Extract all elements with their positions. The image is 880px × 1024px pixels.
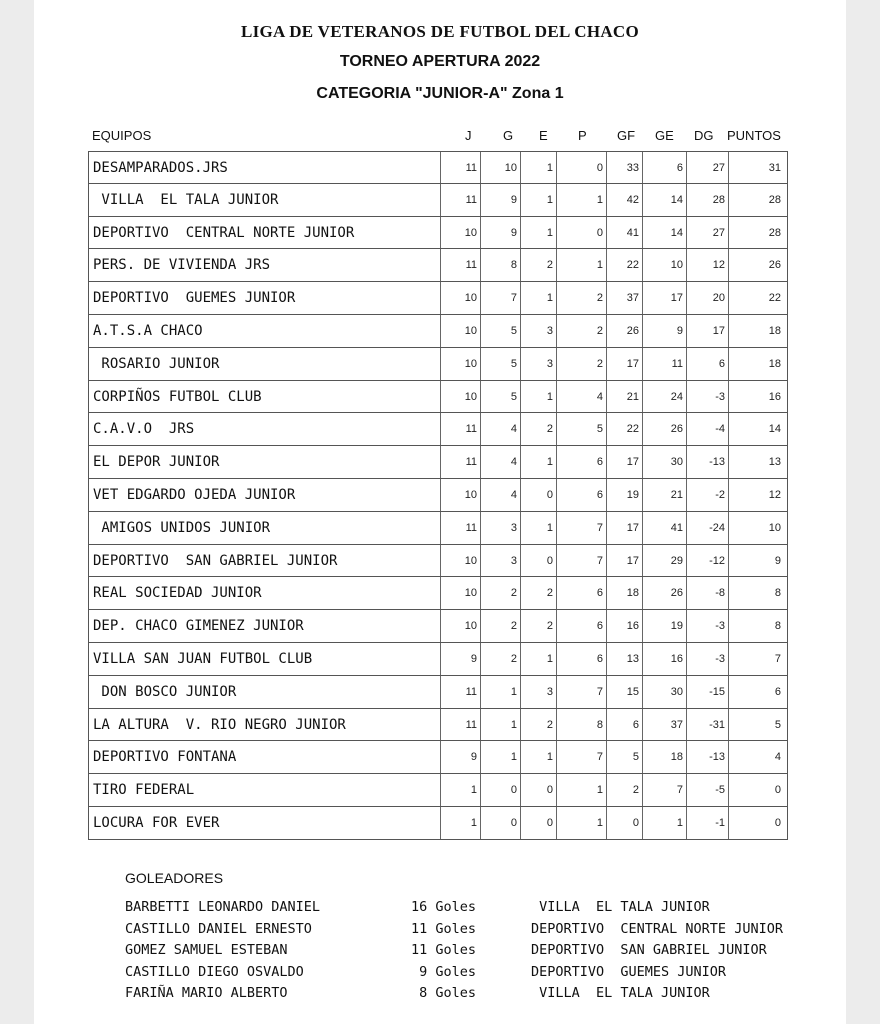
cell-gf: 17	[607, 512, 643, 544]
cell-dg: -4	[687, 413, 729, 445]
cell-ge: 30	[643, 676, 687, 708]
cell-pts: 14	[768, 423, 781, 436]
team-name: DEPORTIVO CENTRAL NORTE JUNIOR	[93, 224, 355, 241]
cell-ge: 30	[643, 446, 687, 478]
team-name: VILLA EL TALA JUNIOR	[93, 191, 279, 208]
cell-j: 11	[441, 512, 481, 544]
scorer-team: VILLA EL TALA JUNIOR	[531, 899, 710, 915]
cell-e: 2	[521, 577, 557, 609]
cell-gf: 33	[607, 152, 643, 183]
cell-g: 4	[481, 413, 521, 445]
cell-gf: 2	[607, 774, 643, 806]
cell-pts: 22	[768, 292, 781, 305]
scorer-goals: 9 Goles	[419, 963, 476, 980]
table-row	[88, 413, 788, 446]
cell-dg: 12	[687, 249, 729, 281]
team-name: VET EDGARDO OJEDA JUNIOR	[93, 486, 296, 503]
cell-j: 11	[441, 249, 481, 281]
team-name: LOCURA FOR EVER	[93, 814, 220, 831]
cell-gf: 17	[607, 446, 643, 478]
cell-ge: 14	[643, 217, 687, 249]
table-row	[88, 151, 788, 184]
cell-e: 1	[521, 152, 557, 183]
cell-pts: 5	[774, 718, 781, 731]
cell-pts: 12	[768, 488, 781, 501]
cell-p: 1	[557, 184, 607, 216]
cell-g: 1	[481, 676, 521, 708]
cell-g: 0	[481, 774, 521, 806]
cell-dg: -1	[687, 807, 729, 839]
table-row	[88, 249, 788, 282]
cell-j: 10	[441, 479, 481, 511]
cell-e: 1	[521, 446, 557, 478]
header-team: EQUIPOS	[92, 128, 152, 143]
cell-pts: 0	[774, 816, 781, 829]
scorer-goals: 11 Goles	[410, 942, 476, 958]
cell-pts: 18	[768, 324, 781, 337]
cell-ge: 19	[643, 610, 687, 642]
cell-e: 2	[521, 413, 557, 445]
cell-e: 0	[521, 479, 557, 511]
cell-e: 0	[521, 774, 557, 806]
scorer-team: DEPORTIVO SAN GABRIEL JUNIOR	[531, 942, 767, 958]
cell-j: 11	[441, 413, 481, 445]
cell-ge: 18	[643, 741, 687, 773]
scorer-row	[125, 985, 845, 1006]
scorer-name: FARIÑA MARIO ALBERTO	[125, 985, 288, 1001]
cell-e: 2	[521, 249, 557, 281]
cell-dg: -3	[687, 381, 729, 413]
cell-j: 10	[441, 315, 481, 347]
cell-p: 1	[557, 774, 607, 806]
cell-dg: -24	[687, 512, 729, 544]
scorer-name: CASTILLO DANIEL ERNESTO	[125, 920, 312, 937]
cell-j: 11	[441, 709, 481, 741]
cell-g: 3	[481, 545, 521, 577]
cell-j: 10	[441, 577, 481, 609]
cell-dg: -13	[687, 446, 729, 478]
cell-g: 2	[481, 643, 521, 675]
team-name: DON BOSCO JUNIOR	[93, 683, 237, 700]
team-name: PERS. DE VIVIENDA JRS	[93, 257, 271, 274]
cell-p: 7	[557, 741, 607, 773]
cell-p: 5	[557, 413, 607, 445]
cell-g: 2	[481, 610, 521, 642]
team-name: DESAMPARADOS.JRS	[93, 160, 228, 176]
team-name: TIRO FEDERAL	[93, 782, 195, 799]
scorer-team: DEPORTIVO GUEMES JUNIOR	[531, 963, 727, 980]
cell-dg: -31	[687, 709, 729, 741]
cell-g: 0	[481, 807, 521, 839]
table-row	[88, 348, 788, 381]
cell-p: 4	[557, 381, 607, 413]
cell-gf: 22	[607, 249, 643, 281]
cell-g: 9	[481, 184, 521, 216]
cell-ge: 10	[643, 249, 687, 281]
cell-dg: -2	[687, 479, 729, 511]
cell-j: 1	[441, 774, 481, 806]
scorers-title: GOLEADORES	[125, 870, 224, 886]
scorer-row	[125, 964, 845, 985]
cell-gf: 0	[607, 807, 643, 839]
cell-e: 1	[521, 643, 557, 675]
cell-p: 7	[557, 676, 607, 708]
cell-p: 6	[557, 577, 607, 609]
cell-e: 1	[521, 512, 557, 544]
cell-j: 9	[441, 741, 481, 773]
cell-p: 6	[557, 479, 607, 511]
cell-j: 1	[441, 807, 481, 839]
scorer-name: CASTILLO DIEGO OSVALDO	[125, 963, 304, 980]
cell-gf: 5	[607, 741, 643, 773]
cell-g: 1	[481, 741, 521, 773]
header-g: G	[503, 128, 514, 143]
cell-g: 10	[481, 152, 521, 183]
cell-e: 2	[521, 610, 557, 642]
cell-g: 8	[481, 249, 521, 281]
cell-g: 5	[481, 348, 521, 380]
scorer-row	[125, 921, 845, 942]
cell-p: 1	[557, 807, 607, 839]
cell-p: 6	[557, 610, 607, 642]
header-gf: GF	[617, 128, 636, 143]
cell-j: 10	[441, 545, 481, 577]
cell-e: 1	[521, 184, 557, 216]
cell-pts: 6	[774, 685, 781, 698]
cell-g: 3	[481, 512, 521, 544]
table-row	[88, 315, 788, 348]
standings-table	[88, 151, 788, 840]
cell-dg: 17	[687, 315, 729, 347]
cell-p: 2	[557, 282, 607, 314]
league-title: LIGA DE VETERANOS DE FUTBOL DEL CHACO	[240, 22, 640, 41]
cell-e: 0	[521, 807, 557, 839]
cell-dg: -15	[687, 676, 729, 708]
header-j: J	[465, 128, 472, 143]
cell-pts: 0	[774, 784, 781, 797]
table-row	[88, 807, 788, 840]
team-name: VILLA SAN JUAN FUTBOL CLUB	[93, 650, 313, 667]
cell-ge: 37	[643, 709, 687, 741]
scorer-name: GOMEZ SAMUEL ESTEBAN	[125, 942, 288, 958]
cell-e: 1	[521, 217, 557, 249]
header-pts: PUNTOS	[727, 128, 781, 143]
cell-pts: 13	[768, 456, 781, 469]
cell-ge: 11	[643, 348, 687, 380]
cell-gf: 42	[607, 184, 643, 216]
scorer-goals: 16 Goles	[410, 899, 476, 915]
header-p: P	[578, 128, 587, 143]
cell-j: 10	[441, 217, 481, 249]
cell-p: 7	[557, 545, 607, 577]
cell-pts: 7	[774, 652, 781, 665]
team-name: DEPORTIVO SAN GABRIEL JUNIOR	[93, 552, 338, 569]
cell-ge: 24	[643, 381, 687, 413]
cell-dg: 6	[687, 348, 729, 380]
cell-g: 5	[481, 315, 521, 347]
team-name: DEPORTIVO FONTANA	[93, 749, 237, 766]
scorer-team: VILLA EL TALA JUNIOR	[531, 985, 710, 1001]
table-row	[88, 545, 788, 578]
table-row	[88, 217, 788, 250]
cell-j: 11	[441, 184, 481, 216]
table-row	[88, 446, 788, 479]
table-row	[88, 479, 788, 512]
cell-ge: 21	[643, 479, 687, 511]
cell-j: 11	[441, 152, 481, 183]
cell-e: 2	[521, 709, 557, 741]
cell-e: 3	[521, 315, 557, 347]
table-row	[88, 741, 788, 774]
cell-ge: 7	[643, 774, 687, 806]
cell-pts: 9	[774, 554, 781, 567]
cell-gf: 21	[607, 381, 643, 413]
table-row	[88, 774, 788, 807]
cell-e: 0	[521, 545, 557, 577]
cell-dg: 27	[687, 217, 729, 249]
cell-e: 3	[521, 348, 557, 380]
table-row	[88, 282, 788, 315]
cell-g: 5	[481, 381, 521, 413]
cell-e: 1	[521, 741, 557, 773]
cell-p: 1	[557, 249, 607, 281]
team-name: C.A.V.O JRS	[93, 421, 195, 438]
cell-e: 1	[521, 282, 557, 314]
cell-j: 11	[441, 446, 481, 478]
cell-pts: 8	[774, 620, 781, 633]
cell-pts: 8	[774, 587, 781, 600]
cell-gf: 22	[607, 413, 643, 445]
cell-pts: 28	[768, 193, 781, 206]
cell-j: 9	[441, 643, 481, 675]
scorer-goals: 11 Goles	[410, 920, 476, 937]
scorer-team: DEPORTIVO CENTRAL NORTE JUNIOR	[531, 920, 783, 937]
cell-dg: -5	[687, 774, 729, 806]
cell-e: 3	[521, 676, 557, 708]
tournament-title: TORNEO APERTURA 2022	[339, 53, 541, 70]
table-row	[88, 184, 788, 217]
cell-dg: -3	[687, 643, 729, 675]
team-name: DEP. CHACO GIMENEZ JUNIOR	[93, 618, 304, 635]
category-title: CATEGORIA "JUNIOR-A" Zona 1	[316, 85, 564, 102]
cell-j: 10	[441, 348, 481, 380]
cell-g: 9	[481, 217, 521, 249]
cell-dg: -8	[687, 577, 729, 609]
table-row	[88, 512, 788, 545]
team-name: ROSARIO JUNIOR	[93, 355, 220, 372]
cell-gf: 19	[607, 479, 643, 511]
table-row	[88, 643, 788, 676]
header-ge: GE	[655, 128, 674, 143]
cell-pts: 16	[768, 390, 781, 403]
cell-gf: 18	[607, 577, 643, 609]
cell-pts: 26	[768, 259, 781, 272]
cell-gf: 16	[607, 610, 643, 642]
cell-gf: 6	[607, 709, 643, 741]
cell-pts: 18	[768, 357, 781, 370]
cell-dg: 28	[687, 184, 729, 216]
cell-gf: 17	[607, 545, 643, 577]
team-name: DEPORTIVO GUEMES JUNIOR	[93, 290, 296, 307]
scorer-row	[125, 899, 845, 920]
table-row	[88, 709, 788, 742]
cell-dg: -3	[687, 610, 729, 642]
cell-pts: 28	[768, 226, 781, 239]
table-row	[88, 381, 788, 414]
team-name: A.T.S.A CHACO	[93, 322, 203, 339]
table-row	[88, 577, 788, 610]
cell-pts: 4	[774, 751, 781, 764]
cell-ge: 29	[643, 545, 687, 577]
cell-g: 1	[481, 709, 521, 741]
cell-p: 2	[557, 348, 607, 380]
table-row	[88, 610, 788, 643]
cell-p: 6	[557, 446, 607, 478]
cell-gf: 15	[607, 676, 643, 708]
team-name: AMIGOS UNIDOS JUNIOR	[93, 519, 271, 536]
cell-ge: 1	[643, 807, 687, 839]
document-page	[34, 0, 846, 1024]
cell-g: 2	[481, 577, 521, 609]
cell-pts: 10	[768, 521, 781, 534]
cell-dg: 20	[687, 282, 729, 314]
cell-gf: 37	[607, 282, 643, 314]
scorer-goals: 8 Goles	[419, 985, 476, 1001]
cell-gf: 26	[607, 315, 643, 347]
cell-ge: 26	[643, 577, 687, 609]
cell-p: 2	[557, 315, 607, 347]
cell-ge: 26	[643, 413, 687, 445]
header-dg: DG	[694, 128, 714, 143]
cell-p: 0	[557, 152, 607, 183]
cell-g: 4	[481, 446, 521, 478]
team-name: EL DEPOR JUNIOR	[93, 454, 220, 471]
team-name: REAL SOCIEDAD JUNIOR	[93, 585, 262, 602]
cell-ge: 9	[643, 315, 687, 347]
cell-j: 10	[441, 282, 481, 314]
cell-ge: 17	[643, 282, 687, 314]
scorer-row	[125, 942, 845, 963]
header-e: E	[539, 128, 548, 143]
cell-gf: 41	[607, 217, 643, 249]
cell-p: 8	[557, 709, 607, 741]
team-name: CORPIÑOS FUTBOL CLUB	[93, 388, 262, 405]
cell-p: 0	[557, 217, 607, 249]
cell-g: 4	[481, 479, 521, 511]
cell-dg: -13	[687, 741, 729, 773]
cell-ge: 16	[643, 643, 687, 675]
cell-j: 11	[441, 676, 481, 708]
team-name: LA ALTURA V. RIO NEGRO JUNIOR	[93, 716, 346, 733]
cell-j: 10	[441, 610, 481, 642]
table-row	[88, 676, 788, 709]
scorer-name: BARBETTI LEONARDO DANIEL	[125, 899, 321, 915]
cell-dg: 27	[687, 152, 729, 183]
cell-ge: 14	[643, 184, 687, 216]
cell-gf: 17	[607, 348, 643, 380]
cell-e: 1	[521, 381, 557, 413]
cell-ge: 6	[643, 152, 687, 183]
cell-dg: -12	[687, 545, 729, 577]
cell-j: 10	[441, 381, 481, 413]
cell-gf: 13	[607, 643, 643, 675]
cell-p: 7	[557, 512, 607, 544]
cell-g: 7	[481, 282, 521, 314]
cell-ge: 41	[643, 512, 687, 544]
cell-p: 6	[557, 643, 607, 675]
cell-pts: 31	[768, 162, 781, 174]
